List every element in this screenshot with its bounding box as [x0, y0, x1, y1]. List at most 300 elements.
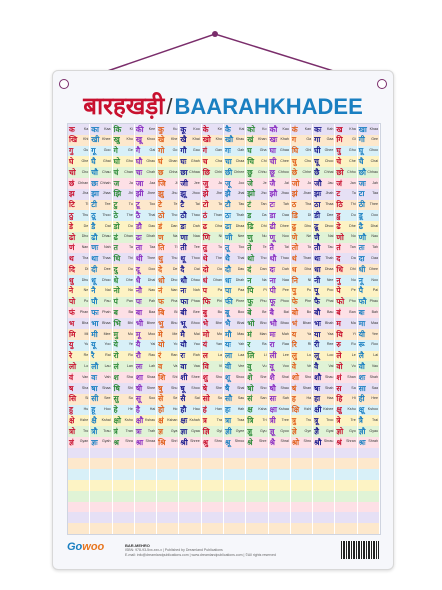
syllable-devanagari: णे: [291, 232, 298, 242]
syllable-cell: [246, 523, 268, 534]
syllable-devanagari: थे: [202, 254, 208, 264]
syllable-roman: Ni: [307, 277, 312, 282]
syllable-devanagari: नै: [91, 286, 96, 296]
syllable-roman: Tee: [193, 245, 200, 250]
syllable-cell: [135, 307, 157, 318]
syllable-cell: [135, 512, 157, 523]
syllable-roman: See: [104, 396, 111, 401]
syllable-devanagari: धु: [69, 275, 74, 285]
syllable-cell: [335, 437, 357, 448]
syllable-roman: Yee: [371, 331, 378, 336]
syllable-roman: So: [217, 396, 222, 401]
syllable-roman: Shrah: [368, 439, 378, 444]
syllable-devanagari: रा: [269, 340, 275, 350]
syllable-roman: Than: [302, 256, 312, 261]
syllable-roman: Tah: [283, 202, 289, 207]
syllable-cell: [358, 286, 380, 297]
syllable-roman: Nee: [326, 277, 334, 282]
syllable-roman: Ta: [351, 191, 356, 196]
syllable-devanagari: पि: [247, 286, 254, 296]
syllable-roman: Yau: [193, 342, 200, 347]
syllable-cell: [90, 426, 112, 437]
syllable-roman: Kshau: [144, 417, 156, 422]
syllable-roman: Gai: [149, 148, 156, 153]
syllable-cell: [358, 243, 380, 254]
syllable-devanagari: ले: [336, 351, 342, 361]
syllable-cell: [246, 146, 268, 157]
syllable-devanagari: कं: [291, 124, 298, 134]
syllable-cell: [157, 437, 179, 448]
syllable-cell: [90, 351, 112, 362]
syllable-cell: [179, 167, 201, 178]
syllable-devanagari: हं: [202, 405, 207, 415]
syllable-cell: [157, 307, 179, 318]
syllable-cell: [68, 286, 90, 297]
syllable-devanagari: सै: [180, 394, 186, 404]
syllable-roman: Kshu: [347, 407, 356, 412]
syllable-cell: [113, 437, 135, 448]
syllable-cell: [90, 491, 112, 502]
syllable-cell: [358, 264, 380, 275]
syllable-roman: Dho: [170, 277, 178, 282]
syllable-devanagari: धं: [202, 275, 208, 285]
syllable-devanagari: ढे: [336, 221, 341, 231]
title-english: BAARAHKHADEE: [174, 94, 363, 119]
syllable-devanagari: क्षू: [358, 405, 365, 415]
syllable-devanagari: ये: [113, 340, 118, 350]
syllable-cell: [291, 275, 313, 286]
syllable-roman: Ti: [174, 245, 178, 250]
syllable-devanagari: गौ: [180, 146, 187, 156]
syllable-cell: [335, 469, 357, 480]
syllable-devanagari: न: [247, 275, 252, 285]
syllable-cell: [335, 264, 357, 275]
syllable-roman: Choo: [324, 158, 334, 163]
syllable-devanagari: झ: [69, 189, 75, 199]
syllable-roman: Me: [172, 331, 178, 336]
syllable-cell: [157, 286, 179, 297]
syllable-cell: [202, 221, 224, 232]
syllable-cell: [113, 275, 135, 286]
syllable-roman: Mee: [103, 331, 111, 336]
syllable-cell: [291, 221, 313, 232]
syllable-devanagari: छा: [180, 167, 188, 177]
syllable-roman: Ghaa: [280, 148, 289, 153]
syllable-cell: [335, 448, 357, 459]
syllable-devanagari: कु: [158, 124, 164, 134]
syllable-roman: Trai: [371, 417, 378, 422]
syllable-cell: [335, 405, 357, 416]
syllable-cell: [358, 318, 380, 329]
syllable-roman: Kaa: [104, 126, 111, 131]
syllable-cell: [335, 512, 357, 523]
syllable-devanagari: नं: [158, 286, 163, 296]
syllable-devanagari: ठौ: [180, 210, 187, 220]
syllable-roman: Gah: [237, 148, 245, 153]
syllable-devanagari: षा: [91, 383, 98, 393]
syllable-devanagari: घं: [158, 157, 163, 166]
syllable-cell: [246, 135, 268, 146]
syllable-cell: [291, 361, 313, 372]
syllable-roman: Kan: [304, 126, 312, 131]
syllable-cell: [135, 178, 157, 189]
syllable-cell: [358, 372, 380, 383]
syllable-cell: [291, 167, 313, 178]
syllable-cell: [291, 491, 313, 502]
syllable-cell: [335, 426, 357, 437]
syllable-cell: [291, 232, 313, 243]
syllable-roman: Chhau: [367, 169, 378, 174]
syllable-devanagari: झा: [91, 189, 99, 199]
syllable-cell: [179, 232, 201, 243]
syllable-roman: Shri: [171, 439, 178, 444]
syllable-cell: [179, 480, 201, 491]
syllable-devanagari: पु: [291, 286, 297, 296]
syllable-roman: Tu: [217, 245, 222, 250]
syllable-devanagari: घे: [69, 157, 74, 166]
syllable-cell: [269, 383, 291, 394]
syllable-roman: Dan: [170, 223, 178, 228]
syllable-cell: [246, 210, 268, 221]
syllable-roman: Jhe: [216, 191, 222, 196]
syllable-cell: [68, 135, 90, 146]
syllable-roman: Khi: [83, 137, 89, 142]
syllable-cell: [202, 318, 224, 329]
syllable-cell: [135, 458, 157, 469]
syllable-cell: [202, 426, 224, 437]
syllable-cell: [113, 200, 135, 211]
syllable-devanagari: या: [314, 329, 321, 339]
syllable-cell: [313, 124, 335, 135]
syllable-devanagari: भि: [113, 318, 121, 328]
syllable-cell: [90, 167, 112, 178]
syllable-cell: [202, 156, 224, 167]
syllable-roman: Dhaa: [235, 223, 245, 228]
syllable-roman: Phu: [260, 299, 267, 304]
syllable-roman: Gho: [126, 158, 133, 163]
syllable-cell: [291, 502, 313, 513]
syllable-roman: No: [128, 288, 133, 293]
syllable-cell: [90, 458, 112, 469]
syllable-roman: Jhan: [303, 191, 312, 196]
syllable-cell: [291, 297, 313, 308]
syllable-cell: [291, 448, 313, 459]
syllable-cell: [224, 502, 246, 513]
syllable-cell: [68, 275, 90, 286]
syllable-devanagari: के: [202, 124, 209, 134]
syllable-roman: Ro: [128, 353, 133, 358]
syllable-devanagari: ढौ: [91, 232, 98, 242]
syllable-cell: [68, 210, 90, 221]
syllable-devanagari: ठं: [202, 210, 208, 220]
syllable-devanagari: धे: [113, 275, 119, 285]
syllable-roman: Pe: [351, 288, 356, 293]
syllable-roman: Taa: [149, 245, 156, 250]
brand-logo: Gowoo: [67, 541, 105, 553]
syllable-cell: [224, 210, 246, 221]
syllable-cell: [291, 243, 313, 254]
syllable-devanagari: त: [113, 243, 118, 253]
syllable-devanagari: श: [113, 372, 119, 382]
syllable-devanagari: त्रे: [336, 415, 341, 425]
syllable-devanagari: लि: [247, 351, 255, 361]
syllable-cell: [313, 480, 335, 491]
syllable-devanagari: र: [247, 340, 251, 350]
syllable-cell: [224, 221, 246, 232]
syllable-roman: Te: [173, 202, 178, 207]
syllable-devanagari: जो: [291, 178, 300, 188]
syllable-cell: [90, 469, 112, 480]
syllable-devanagari: धि: [336, 264, 343, 274]
syllable-devanagari: मौ: [225, 329, 232, 339]
syllable-roman: Phai: [326, 299, 334, 304]
syllable-cell: [157, 124, 179, 135]
syllable-devanagari: दौ: [225, 264, 231, 274]
syllable-cell: [269, 523, 291, 534]
syllable-devanagari: भः: [314, 318, 321, 328]
syllable-devanagari: लु: [291, 351, 297, 361]
syllable-devanagari: हो: [158, 405, 165, 415]
syllable-cell: [291, 210, 313, 221]
syllable-devanagari: फो: [336, 297, 345, 307]
syllable-roman: Dhaa: [324, 266, 334, 271]
syllable-cell: [68, 372, 90, 383]
syllable-cell: [313, 243, 335, 254]
syllable-cell: [335, 361, 357, 372]
syllable-cell: [335, 167, 357, 178]
syllable-cell: [157, 210, 179, 221]
syllable-roman: Vau: [371, 363, 378, 368]
syllable-devanagari: ष: [69, 383, 74, 393]
syllable-devanagari: मु: [113, 329, 119, 339]
syllable-roman: Bhee: [146, 320, 156, 325]
syllable-roman: Shee: [146, 385, 156, 390]
syllable-cell: [135, 146, 157, 157]
syllable-roman: Jau: [327, 180, 334, 185]
syllable-cell: [113, 124, 135, 135]
syllable-cell: [246, 318, 268, 329]
syllable-cell: [246, 329, 268, 340]
syllable-cell: [224, 523, 246, 534]
syllable-devanagari: डं: [158, 221, 163, 231]
syllable-roman: Thaa: [325, 202, 334, 207]
syllable-roman: Hu: [83, 407, 89, 412]
syllable-devanagari: जी: [180, 178, 188, 188]
syllable-cell: [291, 135, 313, 146]
syllable-devanagari: चु: [291, 157, 297, 166]
syllable-devanagari: नि: [291, 275, 298, 285]
syllable-cell: [179, 437, 201, 448]
syllable-devanagari: तं: [336, 243, 341, 253]
syllable-roman: San: [260, 396, 267, 401]
syllable-devanagari: ज्ञि: [202, 426, 210, 436]
syllable-cell: [202, 243, 224, 254]
syllable-devanagari: झू: [180, 189, 187, 199]
syllable-roman: Shaa: [102, 385, 111, 390]
syllable-roman: Thi: [350, 202, 356, 207]
syllable-cell: [246, 156, 268, 167]
barahkhadi-table: [67, 123, 381, 535]
syllable-roman: Tho: [171, 212, 178, 217]
syllable-devanagari: लः: [135, 362, 143, 371]
syllable-cell: [90, 340, 112, 351]
syllable-roman: Khe: [171, 137, 178, 142]
syllable-cell: [90, 189, 112, 200]
syllable-cell: [202, 253, 224, 264]
syllable-roman: Bhah: [325, 320, 334, 325]
syllable-cell: [202, 469, 224, 480]
syllable-devanagari: फि: [202, 297, 211, 307]
syllable-cell: [224, 178, 246, 189]
syllable-cell: [202, 340, 224, 351]
syllable-cell: [179, 253, 201, 264]
syllable-devanagari: जु: [202, 178, 209, 188]
syllable-devanagari: कौ: [269, 124, 278, 134]
syllable-cell: [135, 318, 157, 329]
syllable-devanagari: ढः: [135, 232, 142, 242]
syllable-devanagari: रु: [336, 340, 341, 350]
syllable-devanagari: ठू: [91, 210, 96, 220]
syllable-cell: [224, 383, 246, 394]
syllable-cell: [157, 167, 179, 178]
syllable-roman: Shi: [172, 374, 178, 379]
syllable-cell: [90, 210, 112, 221]
syllable-devanagari: ज्ञा: [180, 426, 188, 436]
syllable-roman: Chha: [168, 169, 178, 174]
syllable-roman: Thu: [82, 212, 89, 217]
syllable-cell: [135, 124, 157, 135]
syllable-cell: [313, 469, 335, 480]
syllable-cell: [358, 448, 380, 459]
syllable-cell: [224, 448, 246, 459]
syllable-roman: Po: [83, 299, 89, 304]
syllable-devanagari: तो: [291, 243, 299, 253]
syllable-roman: Than: [213, 212, 222, 217]
syllable-cell: [157, 156, 179, 167]
syllable-devanagari: ठि: [336, 200, 343, 210]
syllable-cell: [246, 243, 268, 254]
syllable-roman: Soo: [148, 396, 156, 401]
syllable-roman: Gyau: [369, 428, 378, 433]
syllable-devanagari: भा: [91, 318, 99, 328]
syllable-roman: Re: [83, 353, 89, 358]
syllable-cell: [224, 318, 246, 329]
syllable-roman: Lu: [307, 353, 312, 358]
syllable-cell: [135, 394, 157, 405]
syllable-cell: [135, 415, 157, 426]
syllable-roman: Bau: [327, 310, 334, 314]
syllable-devanagari: भौ: [269, 318, 277, 328]
syllable-devanagari: मी: [91, 329, 98, 339]
syllable-cell: [269, 307, 291, 318]
syllable-roman: Kshoo: [367, 407, 378, 412]
syllable-devanagari: की: [135, 124, 144, 134]
syllable-devanagari: थ: [69, 254, 74, 264]
syllable-devanagari: लू: [314, 351, 320, 361]
syllable-devanagari: तै: [269, 243, 274, 253]
syllable-devanagari: टि: [69, 200, 75, 210]
syllable-roman: Jai: [284, 180, 289, 185]
syllable-roman: Cho: [81, 169, 89, 174]
syllable-roman: Rah: [193, 353, 200, 358]
syllable-devanagari: क्षो: [113, 415, 121, 425]
syllable-roman: Tho: [260, 256, 267, 261]
syllable-devanagari: दे: [158, 264, 163, 274]
syllable-cell: [135, 297, 157, 308]
syllable-devanagari: मो: [202, 329, 210, 339]
syllable-roman: Ghu: [348, 148, 356, 153]
syllable-roman: Dhai: [370, 223, 378, 228]
syllable-devanagari: हौ: [180, 405, 187, 415]
syllable-devanagari: मे: [158, 329, 163, 339]
syllable-roman: Shah: [369, 374, 378, 379]
syllable-cell: [202, 415, 224, 426]
syllable-cell: [202, 178, 224, 189]
syllable-cell: [246, 221, 268, 232]
syllable-devanagari: भ: [69, 318, 75, 328]
syllable-cell: [113, 512, 135, 523]
syllable-roman: Shai: [237, 385, 245, 390]
syllable-cell: [90, 329, 112, 340]
syllable-devanagari: ग: [291, 135, 297, 145]
syllable-devanagari: नौ: [135, 286, 142, 296]
syllable-cell: [135, 167, 157, 178]
syllable-roman: Ju: [218, 180, 222, 185]
syllable-roman: Phi: [216, 299, 222, 304]
syllable-roman: Shaa: [146, 374, 156, 379]
syllable-roman: Mai: [193, 331, 200, 336]
syllable-devanagari: छं: [69, 178, 75, 188]
syllable-devanagari: हु: [69, 405, 73, 415]
syllable-devanagari: शा: [135, 372, 143, 382]
syllable-devanagari: दु: [113, 264, 118, 274]
syllable-cell: [157, 372, 179, 383]
syllable-cell: [179, 297, 201, 308]
syllable-devanagari: भू: [180, 318, 186, 328]
syllable-roman: Gaa: [326, 137, 334, 142]
syllable-devanagari: फे: [291, 297, 298, 307]
syllable-devanagari: षि: [113, 383, 120, 393]
syllable-cell: [113, 156, 135, 167]
syllable-roman: Tra: [216, 417, 222, 422]
syllable-cell: [313, 448, 335, 459]
syllable-cell: [335, 253, 357, 264]
syllable-cell: [68, 264, 90, 275]
syllable-devanagari: वै: [314, 362, 319, 371]
syllable-cell: [269, 221, 291, 232]
syllable-cell: [269, 264, 291, 275]
title-separator: /: [166, 94, 173, 119]
syllable-roman: Kshan: [167, 417, 178, 422]
syllable-cell: [157, 383, 179, 394]
syllable-devanagari: घू: [358, 146, 364, 156]
syllable-cell: [135, 405, 157, 416]
syllable-devanagari: छै: [314, 167, 320, 177]
syllable-devanagari: रै: [91, 351, 95, 361]
syllable-cell: [224, 189, 246, 200]
syllable-cell: [269, 167, 291, 178]
syllable-cell: [313, 167, 335, 178]
syllable-cell: [313, 329, 335, 340]
syllable-cell: [313, 297, 335, 308]
syllable-cell: [202, 329, 224, 340]
syllable-roman: Thoo: [102, 212, 111, 217]
syllable-cell: [90, 437, 112, 448]
syllable-cell: [68, 221, 90, 232]
syllable-roman: Si: [85, 396, 89, 401]
syllable-cell: [335, 189, 357, 200]
syllable-cell: [246, 253, 268, 264]
